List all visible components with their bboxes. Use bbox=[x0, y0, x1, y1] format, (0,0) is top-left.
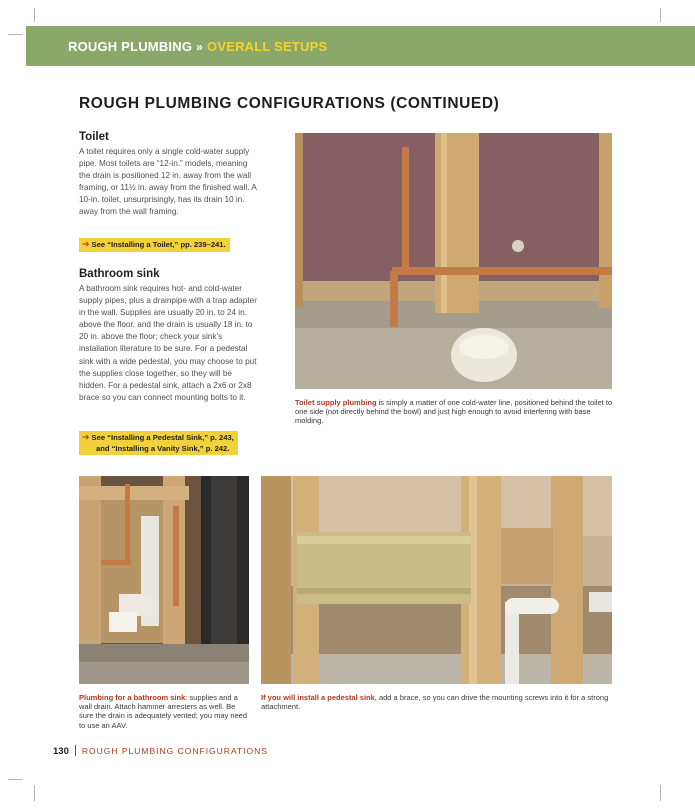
crop-mark bbox=[34, 8, 35, 22]
folio-divider bbox=[75, 745, 76, 756]
crop-mark bbox=[34, 785, 35, 801]
header-subsection: OVERALL SETUPS bbox=[207, 39, 328, 54]
sink-heading: Bathroom sink bbox=[79, 268, 160, 280]
toilet-body bbox=[79, 146, 259, 219]
toilet-xref-text: See “Installing a Toilet,” pp. 239–241. bbox=[91, 240, 226, 249]
header-text bbox=[68, 39, 327, 54]
crop-mark bbox=[660, 8, 661, 22]
crop-mark bbox=[8, 779, 22, 780]
sink-body bbox=[79, 283, 259, 404]
arrow-icon: ➔ bbox=[82, 432, 90, 442]
page-title: ROUGH PLUMBING CONFIGURATIONS (CONTINUED) bbox=[79, 95, 500, 112]
pedestal-brace-photo bbox=[261, 476, 612, 684]
toilet-cross-reference[interactable] bbox=[79, 238, 230, 252]
toilet-supply-photo bbox=[295, 133, 612, 389]
header-separator: » bbox=[196, 40, 204, 54]
header-section: ROUGH PLUMBING bbox=[68, 39, 193, 54]
folio bbox=[53, 745, 268, 757]
brace-photo-caption bbox=[261, 693, 611, 711]
page-number: 130 bbox=[53, 746, 69, 757]
sink-cross-reference[interactable] bbox=[79, 431, 238, 455]
toilet-caption-text: is simply a matter of one cold-water line, positioned behind the toilet to one side (not directly behind the bowl) and just high enough to avoid interfering with base molding. bbox=[295, 398, 613, 426]
crop-mark bbox=[8, 34, 22, 35]
sink-photo-caption bbox=[79, 693, 251, 730]
sink-xref-line2: and “Installing a Vanity Sink,” p. 242. bbox=[96, 443, 230, 453]
sink-caption-lead: Plumbing for a bathroom sink bbox=[79, 693, 186, 702]
sink-body-text: A bathroom sink requires hot- and cold-water supply pipes, plus a drainpipe with a trap adapter in the wall. Supplies are usually 20 in. to 24 in. above the floor, and the drain is usually 18 in. to 20 in. above the floor; check your sink’s installation literature to be sure. For a pedestal sink with a wide pedestal, you may choose to put the supplies close together, so they will be hidden. For a pedestal sink, attach a 2x6 or 2x8 brace so you can connect mounting bolts to it. bbox=[79, 284, 257, 402]
folio-label: ROUGH PLUMBING CONFIGURATIONS bbox=[81, 746, 268, 756]
running-header bbox=[26, 26, 695, 66]
brace-caption-text: , add a brace, so you can drive the mounting screws into it for a strong attachment. bbox=[261, 693, 609, 712]
toilet-heading: Toilet bbox=[79, 131, 109, 143]
sink-plumbing-photo bbox=[79, 476, 249, 684]
brace-caption-lead: If you will install a pedestal sink bbox=[261, 693, 375, 702]
toilet-caption-lead: Toilet supply plumbing bbox=[295, 398, 377, 407]
sink-caption-text: : supplies and a wall drain. Attach hammer arresters as well. Be sure the drain is adequately vented; you may need to use an AAV. bbox=[79, 693, 248, 730]
arrow-icon: ➔ bbox=[82, 239, 90, 249]
toilet-photo-caption bbox=[295, 398, 615, 426]
sink-xref-line1: See “Installing a Pedestal Sink,” p. 243, bbox=[91, 433, 234, 442]
crop-mark bbox=[660, 785, 661, 801]
toilet-body-text: A toilet requires only a single cold-water supply pipe. Most toilets are “12-in.” models, meaning the drain is positioned 12 in. away from the wall framing, or 11½ in. away from the finished wall. A 10-in. toilet, unsurprisingly, has its drain 10 in. away from the wall framing. bbox=[79, 147, 257, 217]
